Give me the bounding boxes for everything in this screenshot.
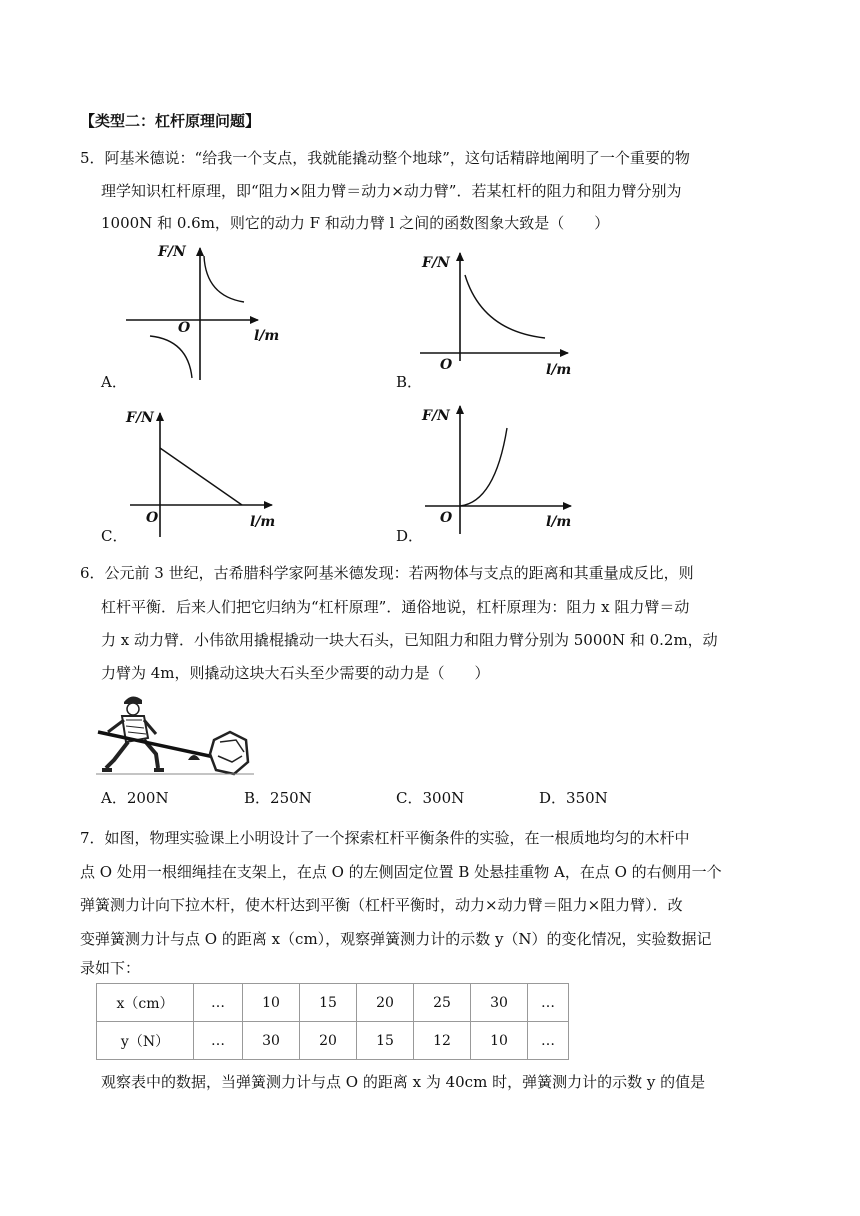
table-cell: … bbox=[528, 1022, 569, 1060]
graph-a-curve-lower bbox=[150, 336, 192, 378]
table-cell: 10 bbox=[243, 984, 300, 1022]
worker-lever-illustration bbox=[96, 690, 256, 780]
graph-c-ylabel: F/N bbox=[126, 410, 154, 426]
graph-b-xlabel: l/m bbox=[546, 362, 572, 378]
q6-option-d: D．350N bbox=[539, 789, 608, 807]
table-cell: 10 bbox=[471, 1022, 528, 1060]
table-row-x bbox=[97, 984, 569, 1022]
q6-line-4: 力臂为 4m，则撬动这块大石头至少需要的动力是（ ） bbox=[101, 664, 490, 682]
q5-line-1: 5．阿基米德说：“给我一个支点，我就能撬动整个地球”，这句话精辟地阐明了一个重要的物 bbox=[80, 149, 690, 167]
graph-d-curve bbox=[460, 428, 507, 506]
graph-d-ylabel: F/N bbox=[422, 408, 450, 424]
graph-a-xlabel: l/m bbox=[254, 328, 280, 344]
q6-line-2: 杠杆平衡．后来人们把它归纳为“杠杆原理”．通俗地说，杠杆原理为：阻力 x 阻力臂＝动 bbox=[101, 598, 690, 616]
option-d-label: D． bbox=[396, 527, 424, 545]
q7-line-4: 变弹簧测力计与点 O 的距离 x（cm），观察弹簧测力计的示数 y（N）的变化情况，实验数据记 bbox=[80, 930, 712, 948]
section-title: 【类型二：杠杆原理问题】 bbox=[80, 112, 261, 130]
q5-line-2: 理学知识杠杆原理，即“阻力×阻力臂＝动力×动力臂”．若某杠杆的阻力和阻力臂分别为 bbox=[101, 182, 682, 200]
graph-c-line bbox=[160, 448, 242, 505]
q5-line-3: 1000N 和 0.6m，则它的动力 F 和动力臂 l 之间的函数图象大致是（ ） bbox=[101, 214, 610, 232]
graph-d-xlabel: l/m bbox=[546, 514, 572, 530]
option-b-label: B． bbox=[396, 373, 423, 391]
q7-line-1: 7．如图，物理实验课上小明设计了一个探索杠杆平衡条件的实验，在一根质地均匀的木杆中 bbox=[80, 829, 690, 847]
q7-data-table bbox=[96, 983, 569, 1060]
option-a-label: A． bbox=[101, 373, 127, 391]
table-cell: … bbox=[194, 984, 243, 1022]
q7-line-5: 录如下： bbox=[80, 959, 141, 977]
table-cell: 30 bbox=[471, 984, 528, 1022]
q7-line-3: 弹簧测力计向下拉木杆，使木杆达到平衡（杠杆平衡时，动力×动力臂＝阻力×阻力臂）．改 bbox=[80, 896, 683, 914]
graph-a bbox=[120, 240, 300, 390]
q6-option-b: B．250N bbox=[244, 789, 312, 807]
graph-d-origin: O bbox=[440, 510, 453, 526]
table-cell: 20 bbox=[357, 984, 414, 1022]
table-cell: 25 bbox=[414, 984, 471, 1022]
table-cell: … bbox=[194, 1022, 243, 1060]
graph-b-origin: O bbox=[440, 357, 453, 373]
graph-c-origin: O bbox=[146, 510, 159, 526]
table-cell: 12 bbox=[414, 1022, 471, 1060]
graph-a-curve-upper bbox=[204, 256, 244, 302]
table-cell: 15 bbox=[357, 1022, 414, 1060]
graph-c-xlabel: l/m bbox=[250, 514, 276, 530]
graph-a-ylabel: F/N bbox=[158, 244, 186, 260]
table-cell: 20 bbox=[300, 1022, 357, 1060]
q6-option-a: A．200N bbox=[101, 789, 169, 807]
q7-line-2: 点 O 处用一根细绳挂在支架上，在点 O 的左侧固定位置 B 处悬挂重物 A，在点 O 的右侧用一个 bbox=[80, 863, 722, 881]
table-cell: 15 bbox=[300, 984, 357, 1022]
table-cell: 30 bbox=[243, 1022, 300, 1060]
table-cell: x（cm） bbox=[97, 984, 194, 1022]
q6-line-3: 力 x 动力臂．小伟欲用撬棍撬动一块大石头，已知阻力和阻力臂分别为 5000N 和 0.2m，动 bbox=[101, 631, 718, 649]
table-row-y bbox=[97, 1022, 569, 1060]
q7-line-6: 观察表中的数据，当弹簧测力计与点 O 的距离 x 为 40cm 时，弹簧测力计的示数 y 的值是 bbox=[101, 1073, 706, 1091]
option-c-label: C． bbox=[101, 527, 128, 545]
q6-option-c: C．300N bbox=[396, 789, 465, 807]
graph-a-origin: O bbox=[178, 320, 191, 336]
graph-b-curve bbox=[465, 275, 545, 338]
table-cell: y（N） bbox=[97, 1022, 194, 1060]
table-cell: … bbox=[528, 984, 569, 1022]
graph-b-ylabel: F/N bbox=[422, 255, 450, 271]
q6-line-1: 6．公元前 3 世纪，古希腊科学家阿基米德发现：若两物体与支点的距离和其重量成反比，则 bbox=[80, 564, 694, 582]
